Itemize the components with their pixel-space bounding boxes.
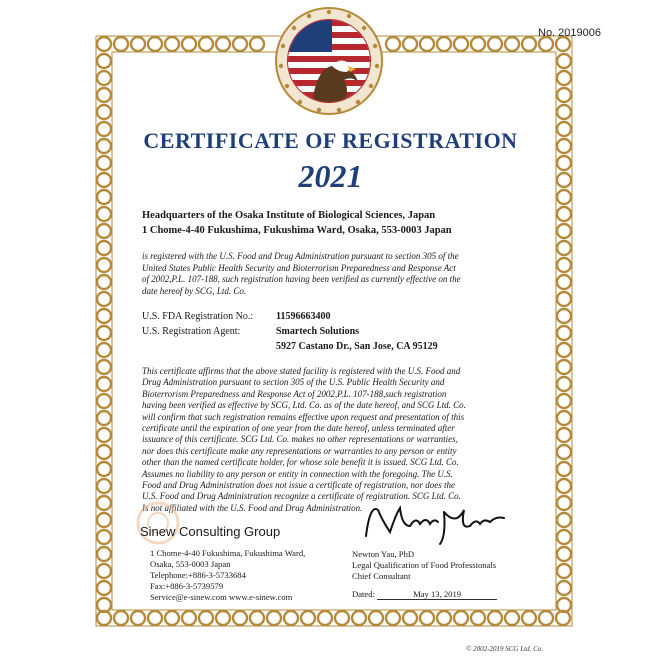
border-ring (97, 258, 111, 272)
terms-line: other than the named certificate holder, for whose sole benefit it is issued. SCG Ltd. Co. (142, 457, 459, 468)
border-ring (454, 37, 468, 51)
border-ring (557, 581, 571, 595)
border-ring (97, 564, 111, 578)
intro-line: United States Public Health Security and Bioterrorism Preparedness and Response Act (142, 262, 456, 273)
intro-line: date hereof by SCG, Ltd. Co. (142, 285, 247, 296)
copyright-notice: © 2002-2019 SCG Ltd. Co. (466, 645, 543, 653)
holder-name: Headquarters of the Osaka Institute of Biological Sciences, Japan (142, 210, 436, 221)
border-ring (557, 224, 571, 238)
border-ring (557, 105, 571, 119)
border-ring (437, 611, 451, 625)
border-ring (488, 37, 502, 51)
border-ring (97, 360, 111, 374)
border-ring (557, 258, 571, 272)
border-ring (557, 309, 571, 323)
border-ring (97, 241, 111, 255)
border-ring (505, 37, 519, 51)
certificate-number: No. 2019006 (538, 27, 601, 39)
border-ring (97, 394, 111, 408)
fda-registration-number: 11596663400 (276, 311, 331, 322)
border-ring (557, 428, 571, 442)
border-ring (148, 37, 162, 51)
border-ring (97, 292, 111, 306)
border-ring (97, 479, 111, 493)
border-ring (97, 343, 111, 357)
border-ring (131, 37, 145, 51)
border-ring (97, 462, 111, 476)
terms-line: Food and Drug Administration does not issue a certificate of registration, nor does the (142, 480, 455, 491)
border-ring (97, 377, 111, 391)
border-ring (369, 611, 383, 625)
border-ring (557, 462, 571, 476)
border-ring (386, 37, 400, 51)
certificate-title: CERTIFICATE OF REGISTRATION (143, 128, 518, 153)
border-ring (539, 611, 553, 625)
border-ring (403, 611, 417, 625)
signer-title: Chief Consultant (352, 571, 411, 581)
border-ring (557, 564, 571, 578)
border-ring (216, 37, 230, 51)
dated-row (352, 589, 497, 600)
intro-paragraph (142, 251, 522, 297)
border-ring (233, 37, 247, 51)
registration-agent-name: Smartech Solutions (276, 326, 360, 337)
border-ring (557, 496, 571, 510)
border-ring (97, 411, 111, 425)
border-ring (557, 479, 571, 493)
registration-agent-address: 5927 Castano Dr., San Jose, CA 95129 (276, 341, 438, 352)
registration-agent-label: U.S. Registration Agent: (142, 326, 241, 337)
handwritten-signature (360, 496, 510, 548)
border-ring (539, 37, 553, 51)
border-ring (522, 611, 536, 625)
holder-address: 1 Chome-4-40 Fukushima, Fukushima Ward, Osaka, 553-0003 Japan (142, 225, 452, 236)
border-ring (420, 37, 434, 51)
terms-line: will confirm that such registration remains effective upon request and presentation of this (142, 411, 465, 422)
border-ring (557, 88, 571, 102)
border-ring (471, 37, 485, 51)
terms-line: issuance of this certificate. SCG Ltd. Co. makes no other representations or warranties, (142, 434, 458, 445)
terms-line: Assumes no liability to any person or entity in connection with the foregoing. The U.S. (142, 468, 453, 479)
border-ring (403, 37, 417, 51)
border-ring (114, 37, 128, 51)
border-ring (557, 326, 571, 340)
border-ring (557, 292, 571, 306)
intro-line: of 2002,P.L. 107-188, such registration having been verified as currently effective on the (142, 274, 461, 284)
border-ring (505, 611, 519, 625)
terms-line: Is not affiliated with the U.S. Food and Drug Administration. (142, 502, 363, 513)
border-ring (97, 207, 111, 221)
border-ring (488, 611, 502, 625)
border-ring (97, 326, 111, 340)
border-ring (284, 611, 298, 625)
terms-line: having been verified as effective by SCG, Ltd. Co. as of the date hereof, and SCG Ltd. Co. (142, 400, 466, 411)
border-ring (148, 611, 162, 625)
issuer-contact (150, 548, 305, 603)
dated-value: May 13, 2019 (377, 589, 497, 600)
border-ring (557, 445, 571, 459)
border-ring (301, 611, 315, 625)
terms-line: Drug Administration pursuant to section 305 of the U.S. Public Health Security and (142, 377, 445, 388)
border-ring (97, 547, 111, 561)
terms-line: certificate until the expiration of one year from the date hereof, unless terminated after (142, 423, 455, 434)
border-ring (97, 496, 111, 510)
border-ring (97, 513, 111, 527)
border-ring (97, 275, 111, 289)
border-ring (97, 224, 111, 238)
border-ring (557, 513, 571, 527)
border-ring (250, 37, 264, 51)
terms-paragraph (142, 366, 522, 514)
signer-qualification: Legal Qualification of Food Professionals (352, 560, 497, 570)
border-ring (131, 611, 145, 625)
border-ring (182, 37, 196, 51)
border-ring (454, 611, 468, 625)
dated-label: Dated: (352, 589, 375, 599)
terms-line: U.S. Food and Drug Administration recognize a certificate of registration. SCG Ltd. Co. (142, 491, 461, 502)
border-ring (97, 71, 111, 85)
border-ring (557, 377, 571, 391)
terms-line: nor does this certificate make any representations or warranties to any person or entity (142, 445, 457, 456)
issuer-email-web: Service@e-sinew.com www.e-sinew.com (150, 592, 293, 602)
border-ring (335, 611, 349, 625)
issuer-name: Sinew Consulting Group (140, 524, 281, 539)
border-ring (250, 611, 264, 625)
border-ring (557, 207, 571, 221)
registration-agent-row (142, 326, 359, 337)
border-ring (97, 37, 111, 51)
fda-registration-row (142, 311, 330, 322)
issuer-telephone: Telephone:+886-3-5733684 (150, 570, 246, 580)
border-ring (165, 37, 179, 51)
holder-block (142, 208, 452, 238)
border-ring (97, 445, 111, 459)
terms-line: Bioterrorism Preparedness and Response Act of 2002,P.L. 107-188,such registration (142, 388, 447, 399)
border-ring (556, 37, 570, 51)
border-ring (557, 343, 571, 357)
border-ring (471, 611, 485, 625)
border-ring (97, 309, 111, 323)
fda-registration-label: U.S. FDA Registration No.: (142, 311, 254, 322)
issuer-fax: Fax:+886-3-5739579 (150, 581, 224, 591)
border-ring (557, 241, 571, 255)
border-ring (557, 275, 571, 289)
issuer-address-line: 1 Chome-4-40 Fukushima, Fukushima Ward, (150, 548, 306, 558)
border-ring (557, 547, 571, 561)
border-ring (420, 611, 434, 625)
border-ring (386, 611, 400, 625)
intro-line: is registered with the U.S. Food and Drug Administration pursuant to section 305 of the (142, 251, 459, 261)
border-ring (97, 428, 111, 442)
border-ring (318, 611, 332, 625)
border-ring (97, 105, 111, 119)
border-ring (557, 54, 571, 68)
border-ring (97, 88, 111, 102)
border-ring (437, 37, 451, 51)
border-ring (216, 611, 230, 625)
border-ring (557, 71, 571, 85)
border-ring (557, 411, 571, 425)
border-ring (97, 530, 111, 544)
border-ring (267, 611, 281, 625)
eagle-flag-seal (274, 6, 384, 116)
border-ring (97, 54, 111, 68)
border-ring (522, 37, 536, 51)
border-ring (114, 611, 128, 625)
border-ring (557, 530, 571, 544)
border-ring (165, 611, 179, 625)
border-ring (199, 37, 213, 51)
border-ring (97, 581, 111, 595)
border-ring (557, 360, 571, 374)
terms-line: This certificate affirms that the above stated facility is registered with the U.S. Food and (142, 366, 461, 376)
border-ring (233, 611, 247, 625)
border-ring (182, 611, 196, 625)
signer-name: Newton Yau, PhD (352, 549, 415, 559)
signer-block (352, 549, 496, 582)
border-ring (352, 611, 366, 625)
border-ring (557, 394, 571, 408)
issuer-address-line: Osaka, 553-0003 Japan (150, 559, 231, 569)
certificate-year: 2021 (298, 158, 363, 194)
border-ring (199, 611, 213, 625)
